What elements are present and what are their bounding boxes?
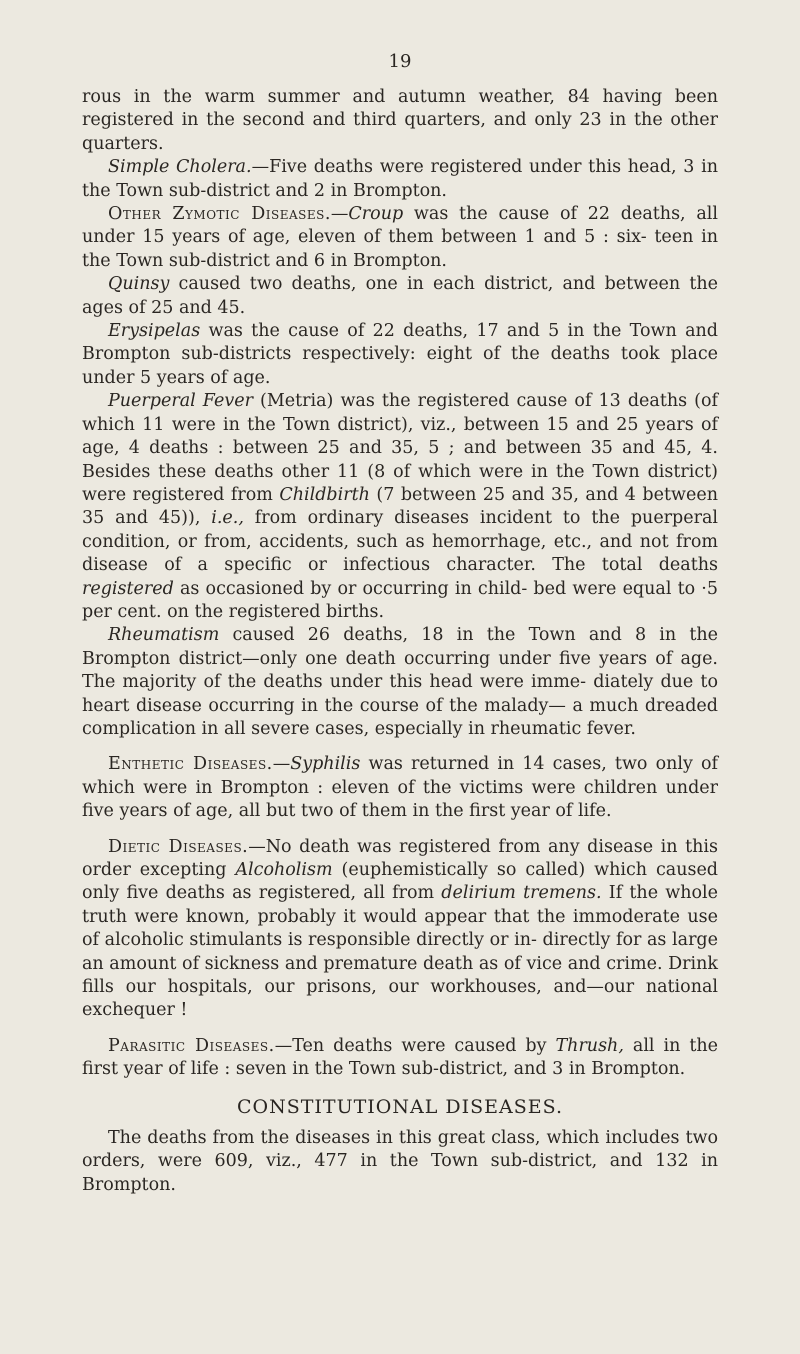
paragraph-dietic <box>82 836 718 1023</box>
disease-name: Rheumatism <box>108 625 220 646</box>
text: (Metria) was the registered cause of 13 deaths (of which 11 were in the Town district), viz., between 15 and 25 years of age, 4 deaths : between 25 and 35, 5 ; and between 35 and 45, 4. Besides these deaths other 11 (8 of which were in the Town district) were registered from <box>82 391 719 505</box>
paragraph-erysipelas <box>82 320 718 390</box>
text: as occasioned by or occurring in child- bed were equal to ·5 per cent. on the registered births. <box>82 578 718 622</box>
paragraph-parasitic <box>82 1035 718 1082</box>
paragraph-zymotic-continued <box>82 86 718 156</box>
paragraph-rheumatism <box>82 624 718 741</box>
text: was returned in 14 cases, two only of which were in Brompton : eleven of the victims were children under five years of age, all but two of them in the first year of life. <box>82 754 718 822</box>
paragraph-puerperal-fever <box>82 390 718 624</box>
text: from ordinary diseases incident to the puerperal condition, or from, accidents, such as hemorrhage, etc., and not from disease of a specific or infectious character. The total deaths <box>82 508 718 576</box>
disease-name: Quinsy <box>108 274 170 295</box>
italic-term: Childbirth <box>279 484 370 505</box>
disease-name: Puerperal Fever <box>108 391 253 412</box>
text: rous in the warm summer and autumn weather, 84 having been registered in the second and third quarters, and only 23 in the other quarters. <box>82 87 718 154</box>
section-head: Enthetic Diseases. <box>108 754 273 775</box>
text: was the cause of 22 deaths, 17 and 5 in the Town and Brompton sub-districts respectively: eight of the deaths took place under 5 years of age. <box>82 321 718 388</box>
text: was the cause of 22 deaths, all under 15 years of age, eleven of them between 1 and 5 : six- teen in the Town sub-district and 6 in Brompton. <box>82 204 718 271</box>
page-number: 19 <box>388 51 412 72</box>
paragraph-quinsy <box>82 273 718 320</box>
italic-term: delirium tremens. <box>441 883 602 904</box>
section-head: Other Zymotic Diseases. <box>108 204 331 225</box>
text: caused 26 deaths, 18 in the Town and 8 in the Brompton district—only one death occurring under five years of age. The majority of the deaths under this head were imme- diately due to heart disease occurring in the course of the malady— a much dreaded complication in all severe cases, especially in rheumatic fever. <box>82 625 718 739</box>
text: —No death was registered from any disease in this order excepting <box>82 836 719 880</box>
paragraph-enthetic <box>82 753 718 823</box>
section-heading: CONSTITUTIONAL DISEASES. <box>237 1095 563 1118</box>
italic-term: registered <box>82 578 174 599</box>
section-head: Parasitic Diseases. <box>108 1035 275 1056</box>
text: all in the first year of life : seven in the Town sub-district, and 3 in Brompton. <box>82 1035 718 1080</box>
text: —Ten deaths were caused by <box>274 1035 556 1056</box>
paragraph-other-zymotic <box>82 203 718 273</box>
text: (7 between 25 and 35, and 4 between 35 and 45)), <box>82 484 718 529</box>
text: caused two deaths, one in each district, and between the ages of 25 and 45. <box>82 274 718 318</box>
text: (euphemistically so called) which caused only five deaths as registered, all from <box>82 860 719 904</box>
text: The deaths from the diseases in this great class, which includes two orders, were 609, viz., 477 in the Town sub-district, and 132 in Brompton. <box>82 1128 718 1195</box>
text: If the whole truth were known, probably it would appear that the immoderate use of alcoholic stimulants is responsible directly or in- directly for as large an amount of sickness and premature death as of vice and crime. Drink fills our hospitals, our prisons, our workhouses, and—our national exchequer ! <box>82 883 719 1021</box>
paragraph-constitutional <box>82 1127 718 1197</box>
disease-name: Simple Cholera. <box>108 157 252 178</box>
disease-name: Thrush, <box>555 1035 624 1056</box>
disease-name: Alcoholism <box>235 860 333 880</box>
disease-name: Croup <box>348 204 404 225</box>
paragraph-simple-cholera <box>82 156 718 203</box>
italic-term: i.e., <box>211 508 244 529</box>
dash: — <box>272 754 291 775</box>
disease-name: Syphilis <box>290 754 361 775</box>
dash: — <box>330 204 349 225</box>
disease-name: Erysipelas <box>108 321 201 342</box>
text: —Five deaths were registered under this head, 3 in the Town sub-district and 2 in Brompton. <box>82 157 718 201</box>
section-head: Dietic Diseases. <box>108 836 249 857</box>
